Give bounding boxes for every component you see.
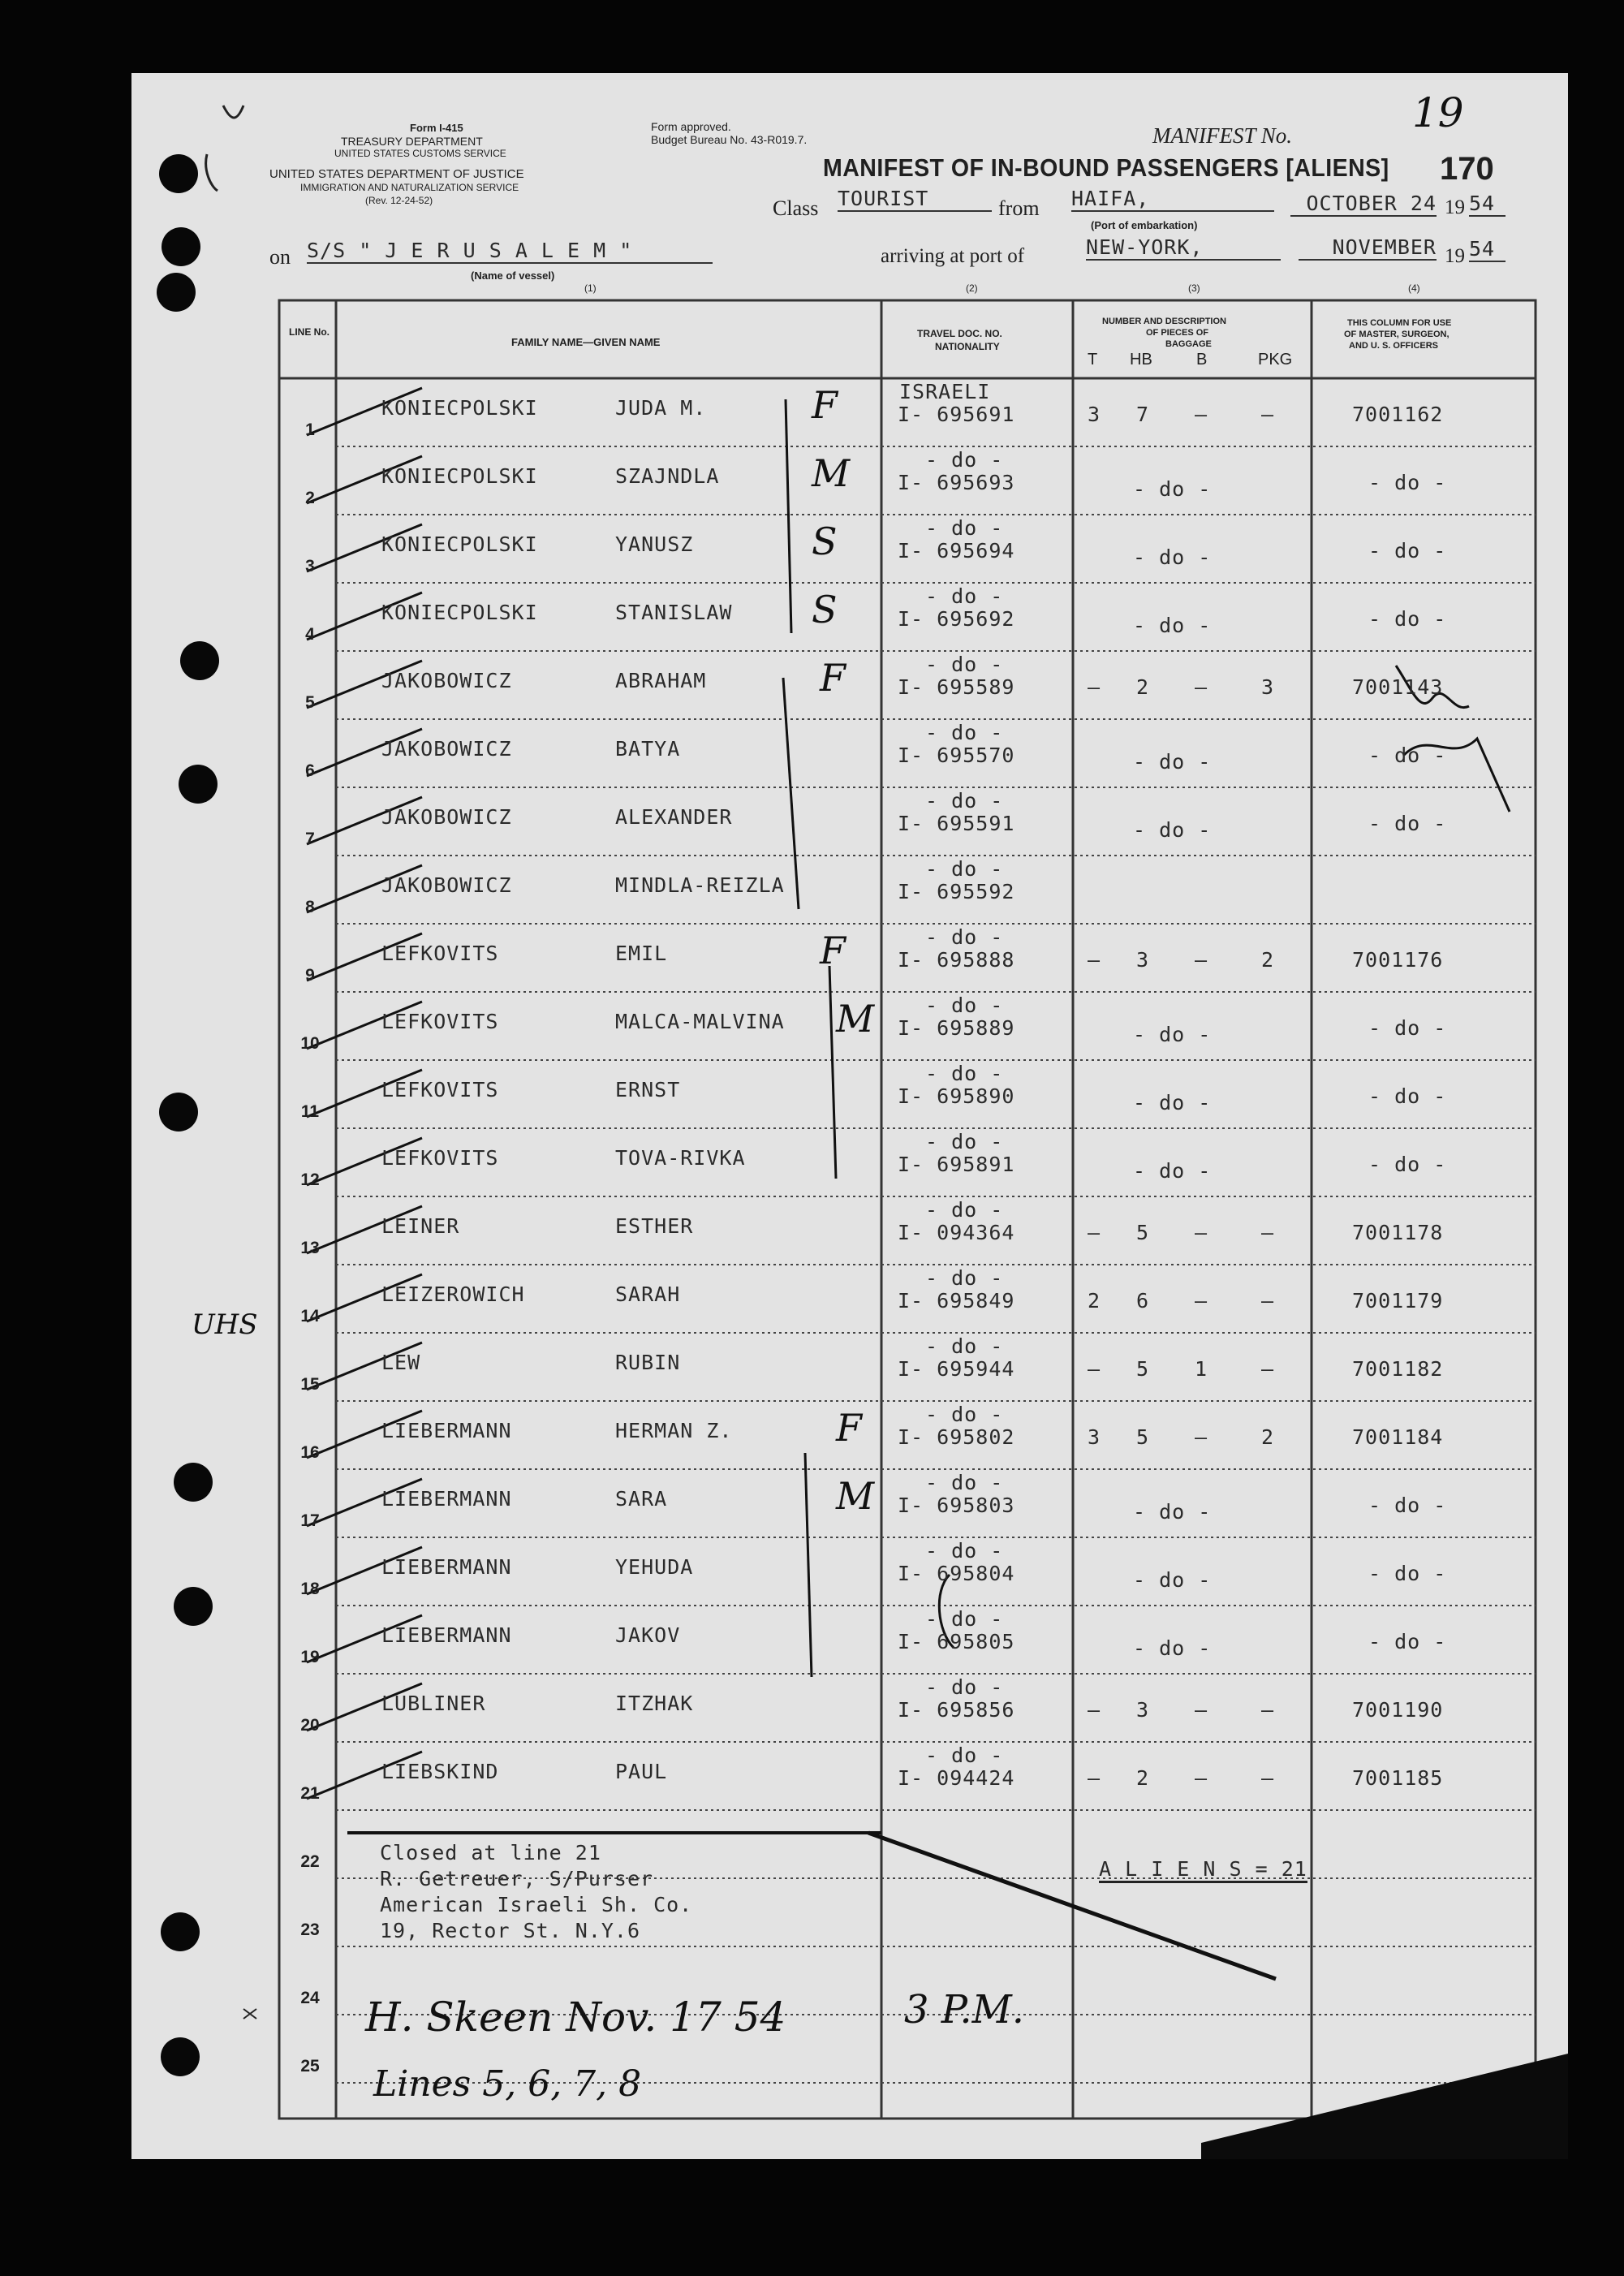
margin-note: UHS	[192, 1308, 258, 1341]
baggage-count: 1	[1195, 1357, 1208, 1381]
col-number-4: (4)	[1408, 282, 1420, 294]
arrival-port: NEW-YORK,	[1086, 235, 1281, 261]
line-number: 7	[305, 830, 315, 848]
given-name: JUDA M.	[615, 396, 707, 420]
baggage-count: 3	[1088, 1425, 1101, 1449]
from-label: from	[998, 196, 1040, 220]
baggage-count: –	[1261, 1289, 1275, 1313]
nationality: - do -	[925, 448, 1004, 472]
col-use-header-2: OF MASTER, SURGEON,	[1344, 330, 1450, 339]
officer-use-value: 7001176	[1352, 948, 1444, 972]
family-name: JAKOBOWICZ	[381, 669, 512, 692]
given-name: SZAJNDLA	[615, 464, 720, 488]
officer-use-value: - do -	[1368, 1153, 1447, 1176]
family-name: LEINER	[381, 1214, 460, 1238]
departure-year: 54	[1469, 192, 1506, 217]
relationship-mark: F	[820, 656, 846, 700]
col-use-header-3: AND U. S. OFFICERS	[1349, 341, 1439, 351]
baggage-ditto: - do -	[1133, 477, 1212, 501]
family-name: LEFKOVITS	[381, 1010, 499, 1033]
manifest-no-handwritten: 19	[1412, 89, 1464, 136]
baggage-ditto: - do -	[1133, 1500, 1212, 1524]
given-name: ITZHAK	[615, 1692, 694, 1715]
nationality: - do -	[925, 721, 1004, 744]
dept-treasury: TREASURY DEPARTMENT	[341, 135, 483, 148]
manifest-title: MANIFEST OF IN-BOUND PASSENGERS [ALIENS]	[823, 153, 1389, 182]
baggage-count: –	[1261, 1221, 1275, 1244]
col-use-header-1: THIS COLUMN FOR USE	[1347, 318, 1452, 328]
family-name: LIEBERMANN	[381, 1555, 512, 1579]
travel-doc-no: I- 695592	[898, 880, 1015, 903]
given-name: MALCA-MALVINA	[615, 1010, 785, 1033]
given-name: STANISLAW	[615, 601, 733, 624]
line-number: 11	[300, 1102, 320, 1121]
departure-year-prefix: 19	[1445, 196, 1465, 218]
given-name: ESTHER	[615, 1214, 694, 1238]
baggage-count: –	[1195, 1425, 1208, 1449]
baggage-count: –	[1088, 675, 1101, 699]
officer-use-value: - do -	[1368, 607, 1447, 631]
page-number: 170	[1440, 151, 1494, 187]
baggage-count: –	[1195, 948, 1208, 972]
relationship-mark: S	[812, 519, 838, 563]
nationality: - do -	[925, 789, 1004, 813]
baggage-count: 5	[1136, 1357, 1150, 1381]
nationality: - do -	[925, 584, 1004, 608]
nationality: - do -	[925, 1539, 1004, 1563]
line-number: 5	[305, 693, 315, 712]
nationality: - do -	[925, 1130, 1004, 1153]
nationality: - do -	[925, 1607, 1004, 1631]
travel-doc-no: I- 695849	[898, 1289, 1015, 1313]
line-number: 22	[300, 1852, 320, 1871]
baggage-count: 3	[1136, 948, 1150, 972]
officer-use-value: - do -	[1368, 1494, 1447, 1517]
given-name: RUBIN	[615, 1351, 681, 1374]
arriving-label: arriving at port of	[881, 245, 1025, 267]
travel-doc-no: I- 695692	[898, 607, 1015, 631]
travel-doc-no: I- 695589	[898, 675, 1015, 699]
travel-doc-no: I- 695803	[898, 1494, 1015, 1517]
baggage-count: –	[1195, 1766, 1208, 1790]
nationality: - do -	[925, 1334, 1004, 1358]
col-baggage-header-2: OF PIECES OF	[1146, 328, 1209, 338]
family-name: KONIECPOLSKI	[381, 532, 538, 556]
family-name: LIEBERMANN	[381, 1487, 512, 1511]
arrival-year-prefix: 19	[1445, 245, 1465, 267]
nationality: - do -	[925, 994, 1004, 1017]
baggage-count: –	[1195, 1221, 1208, 1244]
line-number: 8	[305, 898, 315, 916]
officer-use-value: - do -	[1368, 471, 1447, 494]
col-name-header: FAMILY NAME—GIVEN NAME	[511, 336, 661, 348]
family-name: LIEBERMANN	[381, 1419, 512, 1442]
arrival-month: NOVEMBER	[1299, 235, 1437, 261]
officer-use-value: - do -	[1368, 744, 1447, 767]
line-number: 24	[300, 1989, 320, 2007]
baggage-count: –	[1088, 948, 1101, 972]
line-number: 6	[305, 761, 315, 780]
line-number: 17	[300, 1511, 320, 1530]
line-number: 4	[305, 625, 315, 644]
given-name: ALEXANDER	[615, 805, 733, 829]
baggage-count: 2	[1088, 1289, 1101, 1313]
lines-note-handwritten: Lines 5, 6, 7, 8	[373, 2063, 642, 2105]
shipping-company: American Israeli Sh. Co.	[380, 1893, 693, 1916]
travel-doc-no: I- 695591	[898, 812, 1015, 835]
col-baggage-header-1: NUMBER AND DESCRIPTION	[1102, 317, 1226, 326]
line-number: 15	[300, 1375, 320, 1394]
line-number: 14	[300, 1307, 320, 1326]
travel-doc-no: I- 695856	[898, 1698, 1015, 1722]
inspection-time: 3 P.M.	[904, 1987, 1025, 2032]
given-name: ABRAHAM	[615, 669, 707, 692]
baggage-sub-pkg: PKG	[1258, 351, 1293, 369]
nationality: - do -	[925, 1471, 1004, 1494]
given-name: YEHUDA	[615, 1555, 694, 1579]
baggage-ditto: - do -	[1133, 750, 1212, 774]
nationality: ISRAELI	[899, 380, 991, 403]
given-name: MINDLA-REIZLA	[615, 873, 785, 897]
baggage-count: –	[1261, 1766, 1275, 1790]
baggage-count: 2	[1136, 675, 1150, 699]
baggage-count: 3	[1088, 403, 1101, 426]
line-number: 13	[300, 1239, 320, 1257]
col-line-header: LINE No.	[289, 326, 330, 338]
line-number: 9	[305, 966, 315, 985]
family-name: JAKOBOWICZ	[381, 873, 512, 897]
baggage-count: 5	[1136, 1221, 1150, 1244]
officer-use-value: 7001143	[1352, 675, 1444, 699]
family-name: LIEBERMANN	[381, 1623, 512, 1647]
baggage-ditto: - do -	[1133, 1636, 1212, 1660]
baggage-count: –	[1088, 1221, 1101, 1244]
on-label: on	[269, 245, 291, 269]
relationship-mark: M	[812, 451, 851, 495]
nationality: - do -	[925, 925, 1004, 949]
family-name: LUBLINER	[381, 1692, 486, 1715]
baggage-count: –	[1088, 1698, 1101, 1722]
baggage-count: –	[1195, 403, 1208, 426]
vessel-name: S/S " J E R U S A L E M "	[307, 239, 713, 264]
travel-doc-no: I- 695804	[898, 1562, 1015, 1585]
baggage-count: 2	[1261, 948, 1275, 972]
family-name: JAKOBOWICZ	[381, 737, 512, 761]
baggage-count: 3	[1261, 675, 1275, 699]
line-number: 25	[300, 2057, 320, 2076]
dept-justice: UNITED STATES DEPARTMENT OF JUSTICE	[269, 167, 524, 181]
vessel-name-note: (Name of vessel)	[471, 269, 555, 282]
given-name: SARA	[615, 1487, 668, 1511]
given-name: BATYA	[615, 737, 681, 761]
baggage-count: 2	[1136, 1766, 1150, 1790]
officer-use-value: 7001178	[1352, 1221, 1444, 1244]
nationality: - do -	[925, 1062, 1004, 1085]
nationality: - do -	[925, 653, 1004, 676]
relationship-mark: M	[836, 1474, 875, 1518]
given-name: TOVA-RIVKA	[615, 1146, 746, 1170]
travel-doc-no: I- 695888	[898, 948, 1015, 972]
line-number: 12	[300, 1170, 320, 1189]
line-number: 2	[305, 489, 315, 507]
officer-use-value: 7001184	[1352, 1425, 1444, 1449]
closed-at-line: Closed at line 21	[380, 1841, 601, 1864]
travel-doc-no: I- 695802	[898, 1425, 1015, 1449]
baggage-count: –	[1195, 1698, 1208, 1722]
relationship-mark: S	[812, 588, 838, 632]
officer-use-value: - do -	[1368, 812, 1447, 835]
officer-use-value: - do -	[1368, 1630, 1447, 1653]
dept-ins: IMMIGRATION AND NATURALIZATION SERVICE	[300, 182, 519, 193]
line-number: 10	[300, 1034, 320, 1053]
col-baggage-header-3: BAGGAGE	[1165, 339, 1212, 349]
col-nationality-header: NATIONALITY	[935, 341, 1000, 352]
baggage-ditto: - do -	[1133, 1091, 1212, 1114]
given-name: ERNST	[615, 1078, 681, 1101]
baggage-count: –	[1195, 675, 1208, 699]
class-label: Class	[773, 196, 819, 220]
nationality: - do -	[925, 1744, 1004, 1767]
baggage-count: 2	[1261, 1425, 1275, 1449]
baggage-ditto: - do -	[1133, 1159, 1212, 1183]
company-address: 19, Rector St. N.Y.6	[380, 1919, 641, 1942]
line-number: 20	[300, 1716, 320, 1735]
baggage-ditto: - do -	[1133, 545, 1212, 569]
baggage-count: –	[1261, 1357, 1275, 1381]
arrival-year: 54	[1469, 237, 1506, 262]
nationality: - do -	[925, 857, 1004, 881]
baggage-count: –	[1195, 1289, 1208, 1313]
line-number: 3	[305, 557, 315, 575]
baggage-count: 5	[1136, 1425, 1150, 1449]
col-number-2: (2)	[966, 282, 978, 294]
line-number: 16	[300, 1443, 320, 1462]
given-name: JAKOV	[615, 1623, 681, 1647]
nationality: - do -	[925, 516, 1004, 540]
relationship-mark: F	[836, 1406, 862, 1450]
given-name: SARAH	[615, 1282, 681, 1306]
given-name: HERMAN Z.	[615, 1419, 733, 1442]
col-doc-header: TRAVEL DOC. NO.	[917, 328, 1002, 339]
travel-doc-no: I- 094424	[898, 1766, 1015, 1790]
baggage-count: –	[1088, 1357, 1101, 1381]
line-number: 18	[300, 1580, 320, 1598]
officer-use-value: 7001185	[1352, 1766, 1444, 1790]
travel-doc-no: I- 695691	[898, 403, 1015, 426]
budget-bureau-no: Budget Bureau No. 43-R019.7.	[651, 133, 808, 146]
travel-doc-no: I- 695944	[898, 1357, 1015, 1381]
baggage-ditto: - do -	[1133, 614, 1212, 637]
baggage-ditto: - do -	[1133, 1023, 1212, 1046]
family-name: LEW	[381, 1351, 421, 1374]
given-name: YANUSZ	[615, 532, 694, 556]
form-approved: Form approved.	[651, 120, 731, 133]
aliens-total: A L I E N S = 21	[1099, 1857, 1307, 1883]
manifest-no-label: MANIFEST No.	[1152, 123, 1293, 148]
relationship-mark: M	[836, 997, 875, 1041]
family-name: KONIECPOLSKI	[381, 464, 538, 488]
line-number: 19	[300, 1648, 320, 1666]
port-embarkation-note: (Port of embarkation)	[1091, 219, 1198, 231]
class-value: TOURIST	[838, 187, 992, 212]
given-name: PAUL	[615, 1760, 668, 1783]
family-name: KONIECPOLSKI	[381, 396, 538, 420]
baggage-count: –	[1261, 1698, 1275, 1722]
travel-doc-no: I- 695570	[898, 744, 1015, 767]
baggage-ditto: - do -	[1133, 818, 1212, 842]
travel-doc-no: I- 695889	[898, 1016, 1015, 1040]
officer-use-value: - do -	[1368, 1562, 1447, 1585]
col-number-3: (3)	[1188, 282, 1200, 294]
baggage-sub-t: T	[1088, 351, 1098, 369]
officer-use-value: 7001190	[1352, 1698, 1444, 1722]
officer-use-value: 7001182	[1352, 1357, 1444, 1381]
travel-doc-no: I- 695890	[898, 1084, 1015, 1108]
inspector-signature: H. Skeen Nov. 17 54	[365, 1994, 786, 2041]
relationship-mark: F	[820, 929, 846, 972]
line-number: 1	[305, 420, 315, 439]
family-name: LEFKOVITS	[381, 1146, 499, 1170]
baggage-sub-hb: HB	[1130, 351, 1152, 369]
family-name: LEIZEROWICH	[381, 1282, 525, 1306]
given-name: EMIL	[615, 942, 668, 965]
family-name: LEFKOVITS	[381, 942, 499, 965]
baggage-count: –	[1261, 403, 1275, 426]
baggage-ditto: - do -	[1133, 1568, 1212, 1592]
form-revision: (Rev. 12-24-52)	[365, 195, 433, 206]
travel-doc-no: I- 695805	[898, 1630, 1015, 1653]
dept-customs: UNITED STATES CUSTOMS SERVICE	[334, 148, 506, 159]
officer-use-value: - do -	[1368, 1016, 1447, 1040]
officer-use-value: - do -	[1368, 539, 1447, 563]
purser-name: R. Getreuer, S/Purser	[380, 1867, 654, 1890]
line-number: 23	[300, 1920, 320, 1939]
col-number-1: (1)	[584, 282, 597, 294]
family-name: LIEBSKIND	[381, 1760, 499, 1783]
nationality: - do -	[925, 1198, 1004, 1222]
line-number: 21	[300, 1784, 320, 1803]
nationality: - do -	[925, 1675, 1004, 1699]
form-number: Form I-415	[410, 122, 463, 134]
family-name: KONIECPOLSKI	[381, 601, 538, 624]
nationality: - do -	[925, 1266, 1004, 1290]
port-of-embarkation: HAIFA,	[1071, 187, 1274, 212]
travel-doc-no: I- 695694	[898, 539, 1015, 563]
nationality: - do -	[925, 1403, 1004, 1426]
travel-doc-no: I- 695891	[898, 1153, 1015, 1176]
travel-doc-no: I- 094364	[898, 1221, 1015, 1244]
travel-doc-no: I- 695693	[898, 471, 1015, 494]
officer-use-value: 7001162	[1352, 403, 1444, 426]
family-name: LEFKOVITS	[381, 1078, 499, 1101]
officer-use-value: 7001179	[1352, 1289, 1444, 1313]
baggage-count: 3	[1136, 1698, 1150, 1722]
departure-date: OCTOBER 24	[1290, 192, 1437, 217]
baggage-count: 7	[1136, 403, 1150, 426]
relationship-mark: F	[812, 383, 838, 427]
baggage-count: –	[1088, 1766, 1101, 1790]
baggage-sub-b: B	[1196, 351, 1208, 369]
baggage-count: 6	[1136, 1289, 1150, 1313]
officer-use-value: - do -	[1368, 1084, 1447, 1108]
family-name: JAKOBOWICZ	[381, 805, 512, 829]
